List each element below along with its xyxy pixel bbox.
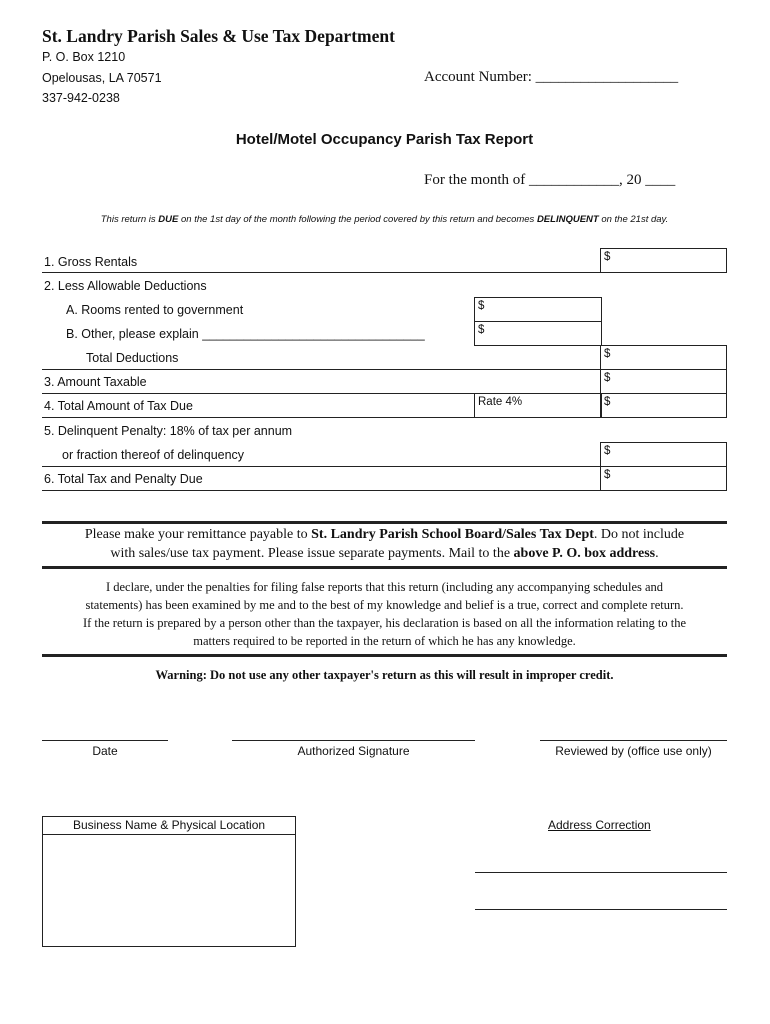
signature-label: Authorized Signature	[297, 744, 410, 758]
date-line[interactable]	[42, 740, 168, 741]
total-tax-penalty-input[interactable]: $	[600, 466, 727, 491]
warning: Warning: Do not use any other taxpayer's return as this will result in improper credit.	[155, 668, 614, 682]
penalty-input[interactable]: $	[600, 442, 727, 467]
report-title: Hotel/Motel Occupancy Parish Tax Report	[235, 131, 534, 148]
address-line2: Opelousas, LA 70571	[42, 71, 162, 85]
other-explain-label[interactable]: B. Other, please explain ________________________________	[66, 327, 425, 341]
address-correction-label: Address Correction	[548, 818, 651, 832]
total-tax-due-label: 4. Total Amount of Tax Due	[44, 399, 193, 413]
address-correction-line-1[interactable]	[475, 872, 727, 873]
month-field[interactable]: For the month of ____________, 20 ____	[424, 172, 676, 188]
business-location-label: Business Name & Physical Location	[43, 817, 295, 835]
total-tax-penalty-label: 6. Total Tax and Penalty Due	[44, 472, 203, 486]
other-deduction-input[interactable]: $	[474, 321, 602, 346]
rooms-government-input[interactable]: $	[474, 297, 602, 322]
account-number-field[interactable]: Account Number: ___________________	[424, 69, 679, 85]
less-deductions-label: 2. Less Allowable Deductions	[44, 279, 207, 293]
rate-cell: Rate 4%	[474, 393, 602, 418]
total-deductions-input[interactable]: $	[600, 345, 727, 370]
reviewed-label: Reviewed by (office use only)	[555, 744, 712, 758]
penalty-label: 5. Delinquent Penalty: 18% of tax per annum	[44, 424, 293, 438]
rooms-government-label: A. Rooms rented to government	[66, 303, 244, 317]
address-line1: P. O. Box 1210	[42, 50, 126, 64]
amount-taxable-input[interactable]: $	[600, 369, 727, 394]
address-correction-line-2[interactable]	[475, 909, 727, 910]
business-location-box[interactable]	[42, 816, 296, 947]
department-title: St. Landry Parish Sales & Use Tax Department	[42, 26, 395, 46]
due-notice: This return is DUE on the 1st day of the month following the period covered by this return and becomes DELINQUENT on the 21st day.	[100, 214, 669, 225]
penalty-label-cont: or fraction thereof of delinquency	[62, 448, 245, 462]
total-tax-due-input[interactable]: $	[600, 393, 727, 418]
total-deductions-label: Total Deductions	[86, 351, 179, 365]
gross-rentals-label: 1. Gross Rentals	[44, 255, 138, 269]
declaration: I declare, under the penalties for filing false reports that this return (including any accompanying schedules and statements) has been examined by me and to the best of my knowledge and belief is a true, correct and complete return. If the return is prepared by a person other than the taxpayer, his declaration is based on all the information relating to the matters required to be reported in the return of which he has any knowledge.	[82, 580, 687, 648]
date-label: Date	[92, 744, 118, 758]
reviewed-line[interactable]	[540, 740, 727, 741]
phone: 337-942-0238	[42, 91, 120, 105]
amount-taxable-label: 3. Amount Taxable	[44, 375, 147, 389]
remittance-notice: Please make your remittance payable to St. Landry Parish School Board/Sales Tax Dept. Do not include with sales/use tax payment. Please issue separate payments. Mail to the above P. O. box address.	[84, 527, 685, 561]
gross-rentals-input[interactable]: $	[600, 248, 727, 273]
signature-line[interactable]	[232, 740, 475, 741]
